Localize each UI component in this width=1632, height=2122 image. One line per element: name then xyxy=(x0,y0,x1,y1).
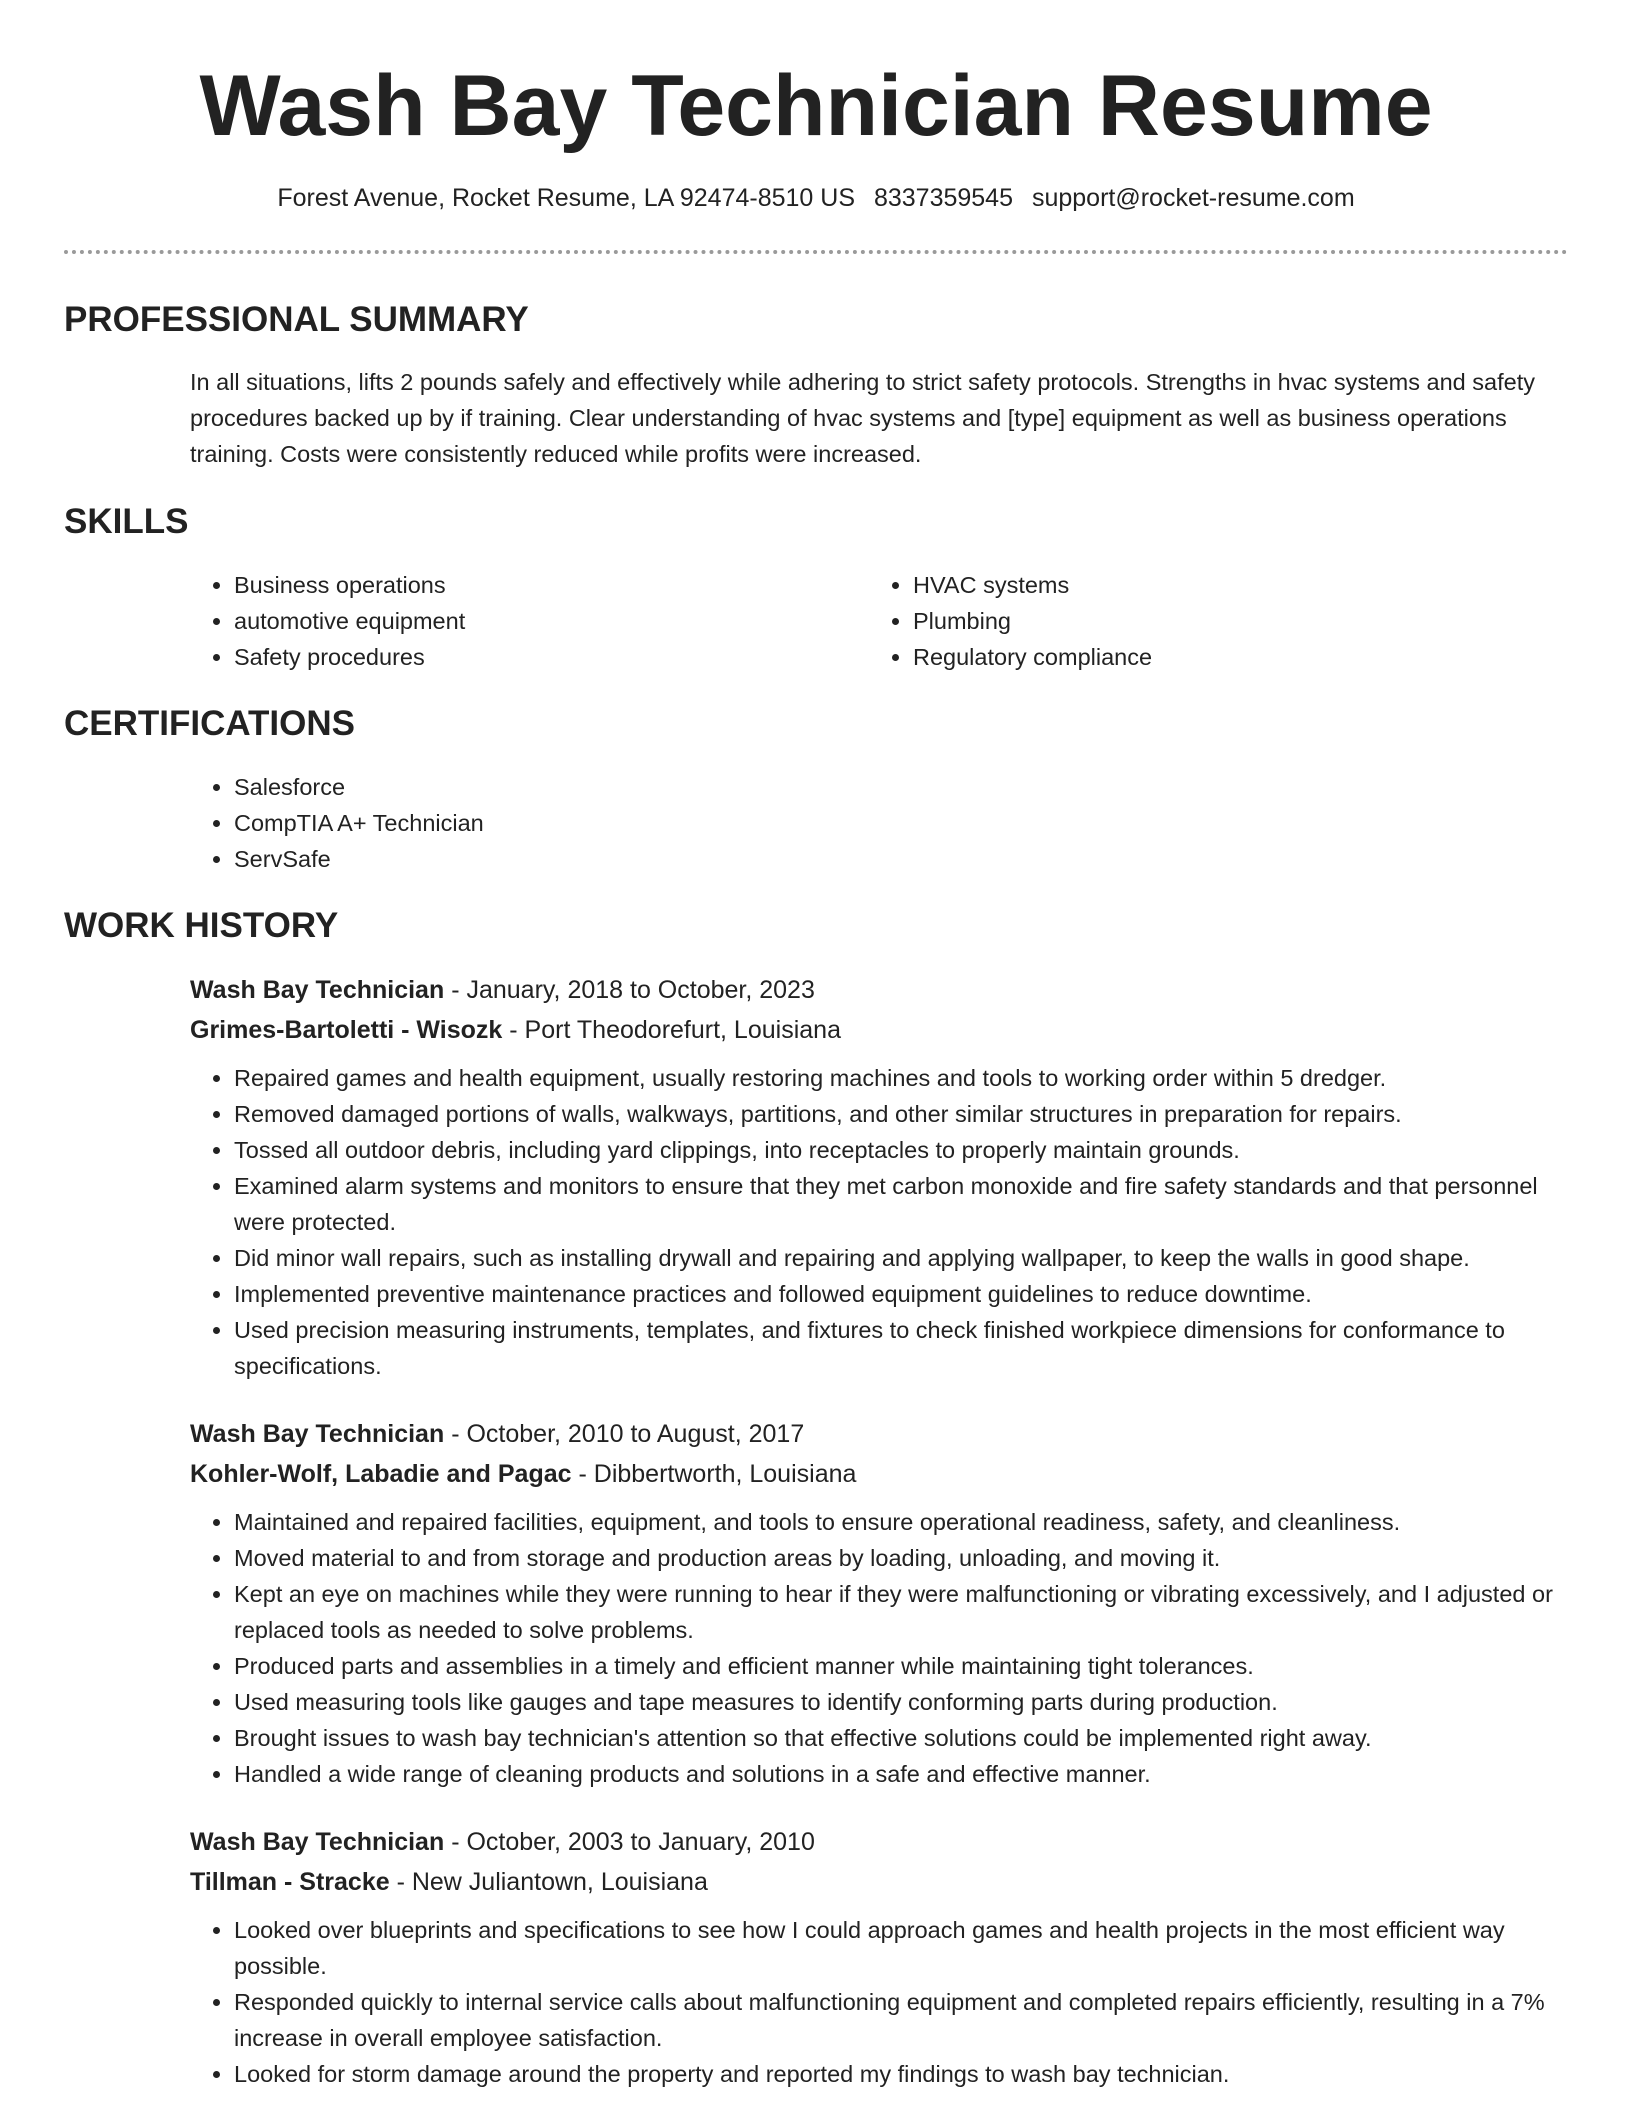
job-company-line xyxy=(190,1862,1566,1902)
summary-text: In all situations, lifts 2 pounds safely and effectively while adhering to strict safety protocols. Strengths in hvac systems and safety procedures backed up by if training. Clear understanding of hvac systems and [type] equipment as well as business operations training. Costs were consistently reduced while profits were increased. xyxy=(190,369,1535,467)
job-bullet: • Maintained and repaired facilities, equipment, and tools to ensure operational readiness, safety, and cleanliness. xyxy=(234,1504,1566,1540)
skill-item: • Plumbing xyxy=(913,603,1529,639)
certification-item: • Salesforce xyxy=(234,769,1566,805)
job-bullet: • Looked over blueprints and specifications to see how I could approach games and health projects in the most efficient way possible. xyxy=(234,1912,1566,1984)
job-title: Wash Bay Technician xyxy=(190,1828,445,1856)
skill-item: • automotive equipment xyxy=(234,603,850,639)
job-entry xyxy=(190,1414,1566,1792)
job-company: Tillman - Stracke xyxy=(190,1868,390,1896)
work-history-heading: WORK HISTORY xyxy=(64,906,339,945)
job-bullets xyxy=(190,1504,1566,1792)
job-bullet: • Kept an eye on machines while they were running to hear if they were malfunctioning or vibrating excessively, and I adjusted or replaced tools as needed to solve problems. xyxy=(234,1576,1566,1648)
job-bullet: • Tossed all outdoor debris, including yard clippings, into receptacles to properly maintain grounds. xyxy=(234,1132,1566,1168)
job-title-line xyxy=(190,970,1566,1010)
job-title-line xyxy=(190,1822,1566,1862)
job-bullet: • Did minor wall repairs, such as installing drywall and repairing and applying wallpaper, to keep the walls in good shape. xyxy=(234,1240,1566,1276)
header-divider xyxy=(64,250,1568,254)
job-bullet: • Produced parts and assemblies in a timely and efficient manner while maintaining tight tolerances. xyxy=(234,1648,1566,1684)
job-company: Kohler-Wolf, Labadie and Pagac xyxy=(190,1460,572,1488)
job-location: - New Juliantown, Louisiana xyxy=(389,1868,708,1896)
job-dates: - January, 2018 to October, 2023 xyxy=(444,976,815,1004)
job-company-line xyxy=(190,1010,1566,1050)
job-bullet: • Looked for storm damage around the property and reported my findings to wash bay technician. xyxy=(234,2056,1566,2092)
certifications-list xyxy=(190,769,1566,877)
job-title-line xyxy=(190,1414,1566,1454)
contact-phone: 8337359545 xyxy=(873,184,1013,212)
job-title: Wash Bay Technician xyxy=(190,976,445,1004)
job-bullet: • Used precision measuring instruments, templates, and fixtures to check finished workpiece dimensions for conformance to specifications. xyxy=(234,1312,1566,1384)
job-bullet: • Responded quickly to internal service calls about malfunctioning equipment and completed repairs efficiently, resulting in a 7% increase in overall employee satisfaction. xyxy=(234,1984,1566,2056)
job-bullet: • Examined alarm systems and monitors to ensure that they met carbon monoxide and fire safety standards and that personnel were protected. xyxy=(234,1168,1566,1240)
contact-email: support@rocket-resume.com xyxy=(1031,184,1355,212)
contact-address: Forest Avenue, Rocket Resume, LA 92474-8510 US xyxy=(277,184,855,212)
skill-item: • Safety procedures xyxy=(234,639,850,675)
job-bullet: • Handled a wide range of cleaning products and solutions in a safe and effective manner. xyxy=(234,1756,1566,1792)
certifications-heading: CERTIFICATIONS xyxy=(64,704,356,743)
job-bullet: • Moved material to and from storage and production areas by loading, unloading, and moving it. xyxy=(234,1540,1566,1576)
skills-left-column xyxy=(190,567,850,675)
job-bullet: • Used measuring tools like gauges and tape measures to identify conforming parts during production. xyxy=(234,1684,1566,1720)
job-location: - Port Theodorefurt, Louisiana xyxy=(502,1016,841,1044)
job-entry xyxy=(190,970,1566,1384)
job-dates: - October, 2003 to January, 2010 xyxy=(444,1828,815,1856)
resume-title: Wash Bay Technician Resume xyxy=(199,58,1433,154)
work-history xyxy=(190,970,1566,2122)
contact-line xyxy=(0,182,1632,214)
job-company: Grimes-Bartoletti - Wisozk xyxy=(190,1016,503,1044)
job-bullet: • Brought issues to wash bay technician's attention so that effective solutions could be implemented right away. xyxy=(234,1720,1566,1756)
certification-item: • ServSafe xyxy=(234,841,1566,877)
skill-item: • Regulatory compliance xyxy=(913,639,1529,675)
job-location: - Dibbertworth, Louisiana xyxy=(571,1460,857,1488)
job-entry xyxy=(190,1822,1566,2092)
job-bullets xyxy=(190,1060,1566,1384)
job-bullet: • Repaired games and health equipment, usually restoring machines and tools to working order within 5 dredger. xyxy=(234,1060,1566,1096)
skills-heading: SKILLS xyxy=(64,502,189,541)
summary-heading: PROFESSIONAL SUMMARY xyxy=(64,300,529,339)
skill-item: • HVAC systems xyxy=(913,567,1529,603)
skill-item: • Business operations xyxy=(234,567,850,603)
job-bullet: • Implemented preventive maintenance practices and followed equipment guidelines to reduce downtime. xyxy=(234,1276,1566,1312)
certification-item: • CompTIA A+ Technician xyxy=(234,805,1566,841)
job-company-line xyxy=(190,1454,1566,1494)
job-title: Wash Bay Technician xyxy=(190,1420,445,1448)
job-bullet: • Removed damaged portions of walls, walkways, partitions, and other similar structures in preparation for repairs. xyxy=(234,1096,1566,1132)
skills-right-column xyxy=(869,567,1529,675)
job-dates: - October, 2010 to August, 2017 xyxy=(444,1420,805,1448)
job-bullets xyxy=(190,1912,1566,2092)
